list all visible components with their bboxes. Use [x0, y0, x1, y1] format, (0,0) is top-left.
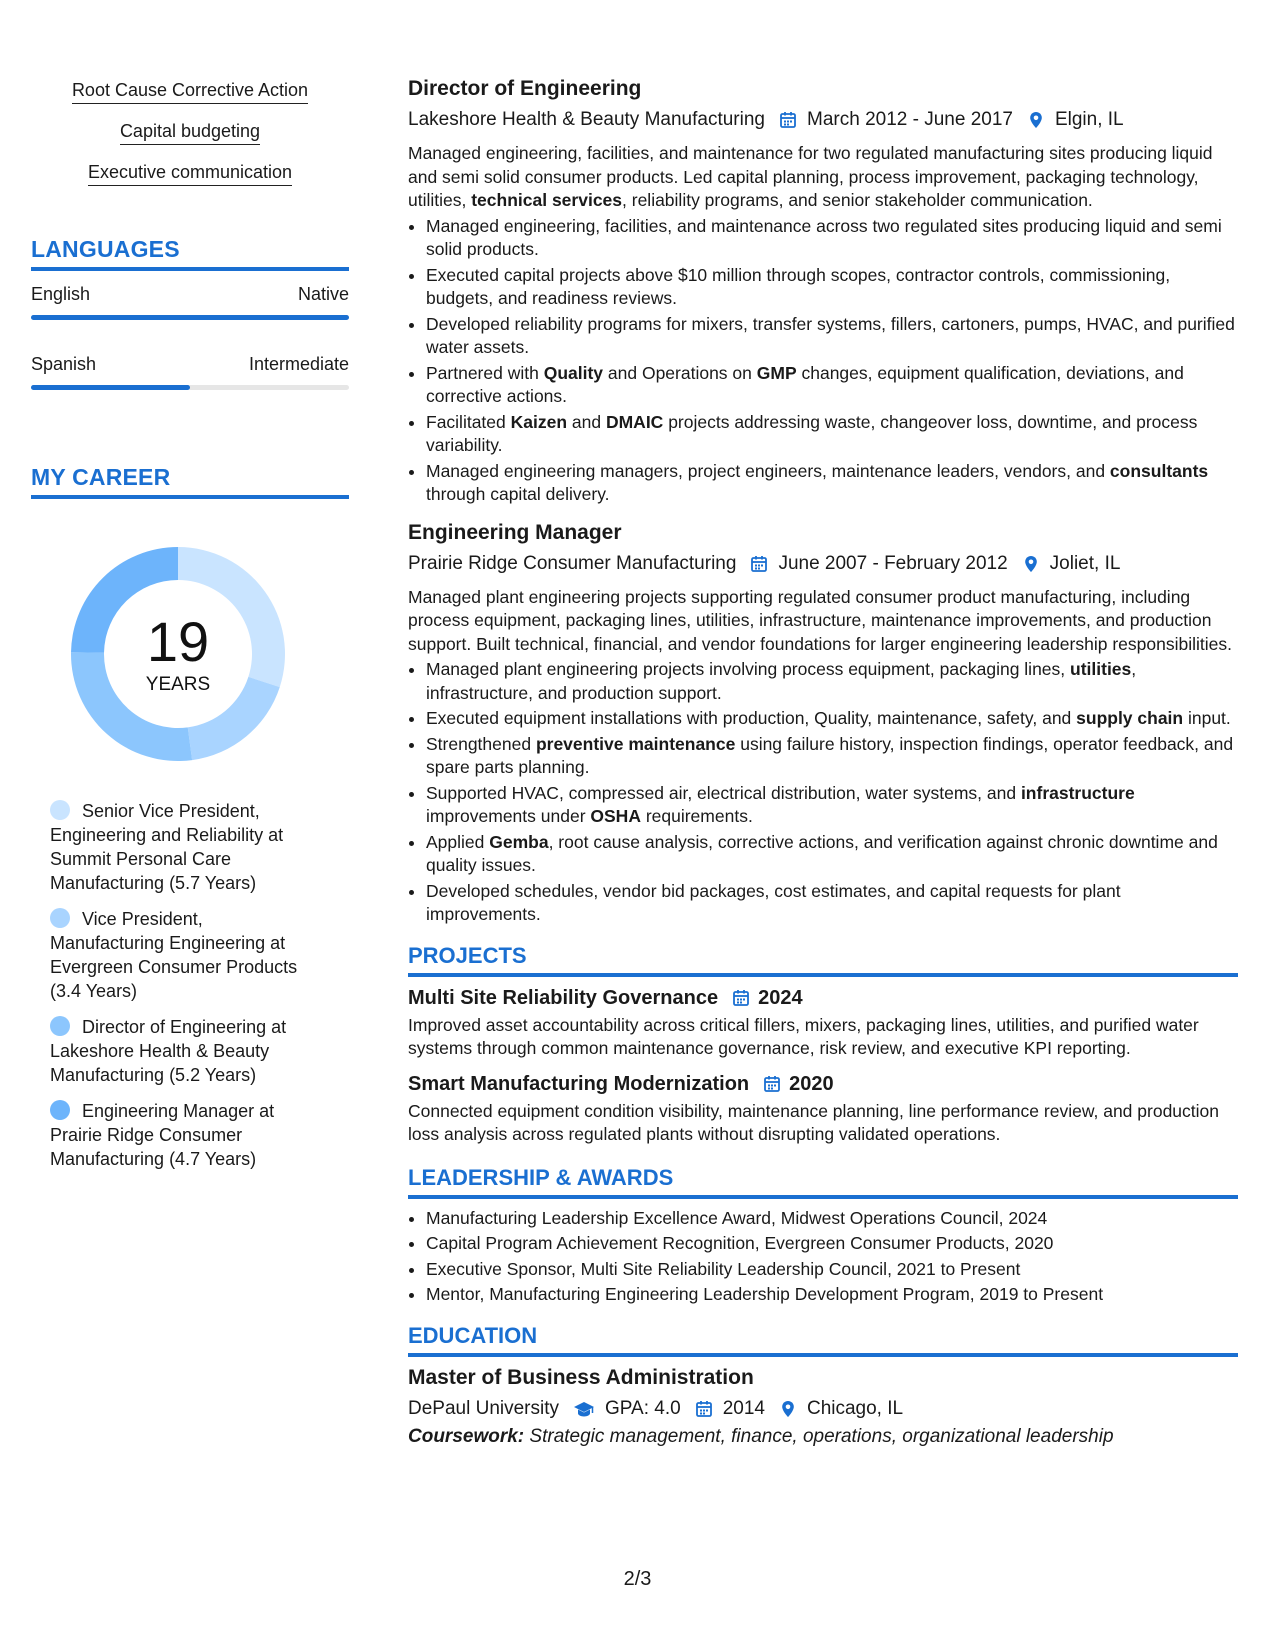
job-bullet: • Strengthened preventive maintenance using failure history, inspection findings, operator feedback, and spare parts planning. — [426, 733, 1238, 780]
company-name: Prairie Ridge Consumer Manufacturing — [408, 552, 737, 574]
company-name: Lakeshore Health & Beauty Manufacturing — [408, 109, 765, 130]
job-bullet: • Managed engineering, facilities, and maintenance across two regulated sites producing liquid and semi solid products. — [426, 215, 1238, 262]
language-bar-fill — [31, 385, 190, 390]
career-donut-chart — [65, 541, 291, 767]
language-name: English — [31, 284, 91, 304]
skill-item: Executive communication — [88, 162, 292, 186]
award-item: • Capital Program Achievement Recognition, Evergreen Consumer Products, 2020 — [426, 1232, 1238, 1256]
language-level: Native — [297, 284, 349, 304]
project-year: 2024 — [758, 986, 803, 1009]
job-bullet: • Applied Gemba, root cause analysis, corrective actions, and verification against chronic downtime and quality issues. — [426, 831, 1238, 878]
language-bar — [31, 315, 349, 320]
coursework-label: Coursework: — [408, 1425, 525, 1447]
job-summary: Managed engineering, facilities, and maintenance for two regulated manufacturing sites producing liquid and semi solid consumer products. Led capital planning, process improvement, packaging technology, utilities, technical services, reliability programs, and senior stakeholder communication. — [408, 143, 1213, 210]
education-year: 2014 — [722, 1397, 765, 1419]
job-bullet: • Developed reliability programs for mixers, transfer systems, fillers, cartoners, pumps, HVAC, and purified water assets. — [426, 313, 1238, 360]
job-location: Joliet, IL — [1049, 552, 1121, 574]
education-meta — [408, 1396, 1238, 1422]
job-bullets — [408, 658, 1238, 927]
language-item — [31, 354, 349, 390]
job-bullet: • Facilitated Kaizen and DMAIC projects addressing waste, changeover loss, downtime, and process variability. — [426, 411, 1238, 458]
calendar-icon — [750, 555, 768, 573]
calendar-icon — [695, 1400, 713, 1418]
job-summary: Managed plant engineering projects supporting regulated consumer product manufacturing, including process equipment, packaging lines, utilities, infrastructure, maintenance improvements, and production support. Built technical, financial, and vendor foundations for larger engineering leadership responsibilities. — [408, 586, 1232, 654]
project-title-row — [408, 1071, 1238, 1097]
project-entry — [408, 1071, 1238, 1147]
education-location: Chicago, IL — [806, 1397, 904, 1419]
career-legend-item — [50, 799, 310, 895]
calendar-icon — [763, 1075, 781, 1093]
language-item — [31, 284, 349, 320]
job-title: Engineering Manager — [408, 520, 622, 544]
coursework — [408, 1426, 1238, 1448]
languages-list — [31, 284, 349, 390]
degree-title: Master of Business Administration — [408, 1365, 754, 1389]
project-title: Smart Manufacturing Modernization — [408, 1072, 750, 1095]
language-name: Spanish — [31, 354, 97, 374]
job-bullet: • Managed plant engineering projects involving process equipment, packaging lines, utilities, infrastructure, and production support. — [426, 658, 1238, 705]
legend-dot-icon — [50, 800, 70, 820]
career-total-years: 19 — [146, 610, 210, 673]
career-legend-label: Director of Engineering at Lakeshore Health & Beauty Manufacturing (5.2 Years) — [50, 1017, 287, 1085]
education-heading: EDUCATION — [408, 1323, 1238, 1357]
career-legend-item — [50, 1015, 310, 1087]
project-title-row — [408, 985, 1238, 1011]
location-pin-icon — [1027, 111, 1045, 129]
award-item: • Mentor, Manufacturing Engineering Leadership Development Program, 2019 to Present — [426, 1283, 1238, 1307]
language-level: Intermediate — [248, 354, 349, 374]
languages-heading: LANGUAGES — [31, 236, 349, 271]
school-name: DePaul University — [408, 1397, 559, 1419]
job-bullet: • Executed capital projects above $10 million through scopes, contractor controls, commissioning, budgets, and readiness reviews. — [426, 264, 1238, 311]
job-location: Elgin, IL — [1054, 109, 1124, 130]
award-item: • Manufacturing Leadership Excellence Award, Midwest Operations Council, 2024 — [426, 1207, 1238, 1231]
career-legend-label: Engineering Manager at Prairie Ridge Consumer Manufacturing (4.7 Years) — [50, 1101, 275, 1169]
job-dates: March 2012 - June 2017 — [807, 109, 1013, 130]
experience-entry — [408, 76, 1238, 507]
project-title: Multi Site Reliability Governance — [408, 986, 719, 1009]
job-meta — [408, 551, 1238, 577]
career-legend-label: Senior Vice President, Engineering and Reliability at Summit Personal Care Manufacturing (5.7 Years) — [50, 801, 284, 893]
career-legend-item — [50, 1099, 310, 1171]
page-number: 2/3 — [623, 1568, 652, 1590]
projects-heading: PROJECTS — [408, 943, 1238, 977]
language-bar-fill — [31, 315, 349, 320]
legend-dot-icon — [50, 1016, 70, 1036]
award-item: • Executive Sponsor, Multi Site Reliability Leadership Council, 2021 to Present — [426, 1258, 1238, 1282]
job-bullet: • Executed equipment installations with production, Quality, maintenance, safety, and supply chain input. — [426, 707, 1238, 731]
project-description: Connected equipment condition visibility, maintenance planning, line performance review, and production loss analysis across regulated plants without disrupting validated operations. — [408, 1100, 1219, 1144]
legend-dot-icon — [50, 908, 70, 928]
language-bar — [31, 385, 349, 390]
skill-item: Root Cause Corrective Action — [72, 80, 308, 104]
project-year: 2020 — [789, 1072, 834, 1095]
location-pin-icon — [1022, 555, 1040, 573]
job-dates: June 2007 - February 2012 — [778, 552, 1008, 574]
sidebar — [31, 80, 349, 1183]
calendar-icon — [779, 111, 797, 129]
coursework-text: Strategic management, finance, operations, organizational leadership — [529, 1425, 1114, 1447]
graduation-cap-icon — [573, 1400, 595, 1418]
project-description: Improved asset accountability across critical fillers, mixers, packaging lines, utilities, and purified water systems through common maintenance governance, risk review, and executive KPI reporting. — [408, 1014, 1199, 1058]
career-legend — [50, 799, 310, 1171]
awards-heading: LEADERSHIP & AWARDS — [408, 1165, 1238, 1199]
career-total-unit: YEARS — [145, 674, 211, 695]
location-pin-icon — [779, 1400, 797, 1418]
main-content — [408, 76, 1238, 1448]
career-legend-item — [50, 907, 310, 1003]
job-bullet: • Partnered with Quality and Operations on GMP changes, equipment qualification, deviations, and corrective actions. — [426, 362, 1238, 409]
calendar-icon — [732, 989, 750, 1007]
experience-entry — [408, 520, 1238, 927]
project-entry — [408, 985, 1238, 1061]
skills-list — [31, 80, 349, 203]
job-bullets — [408, 215, 1238, 507]
job-meta — [408, 107, 1238, 133]
career-heading: MY CAREER — [31, 464, 349, 499]
career-legend-label: Vice President, Manufacturing Engineering at Evergreen Consumer Products (3.4 Years) — [50, 909, 298, 1001]
job-bullet: • Managed engineering managers, project engineers, maintenance leaders, vendors, and consultants through capital delivery. — [426, 460, 1238, 507]
legend-dot-icon — [50, 1100, 70, 1120]
job-bullet: • Supported HVAC, compressed air, electrical distribution, water systems, and infrastructure improvements under OSHA requirements. — [426, 782, 1238, 829]
awards-list — [408, 1207, 1238, 1307]
gpa: GPA: 4.0 — [605, 1397, 681, 1419]
job-bullet: • Developed schedules, vendor bid packages, cost estimates, and capital requests for plant improvements. — [426, 880, 1238, 927]
job-title: Director of Engineering — [408, 77, 642, 100]
skill-item: Capital budgeting — [120, 121, 260, 145]
